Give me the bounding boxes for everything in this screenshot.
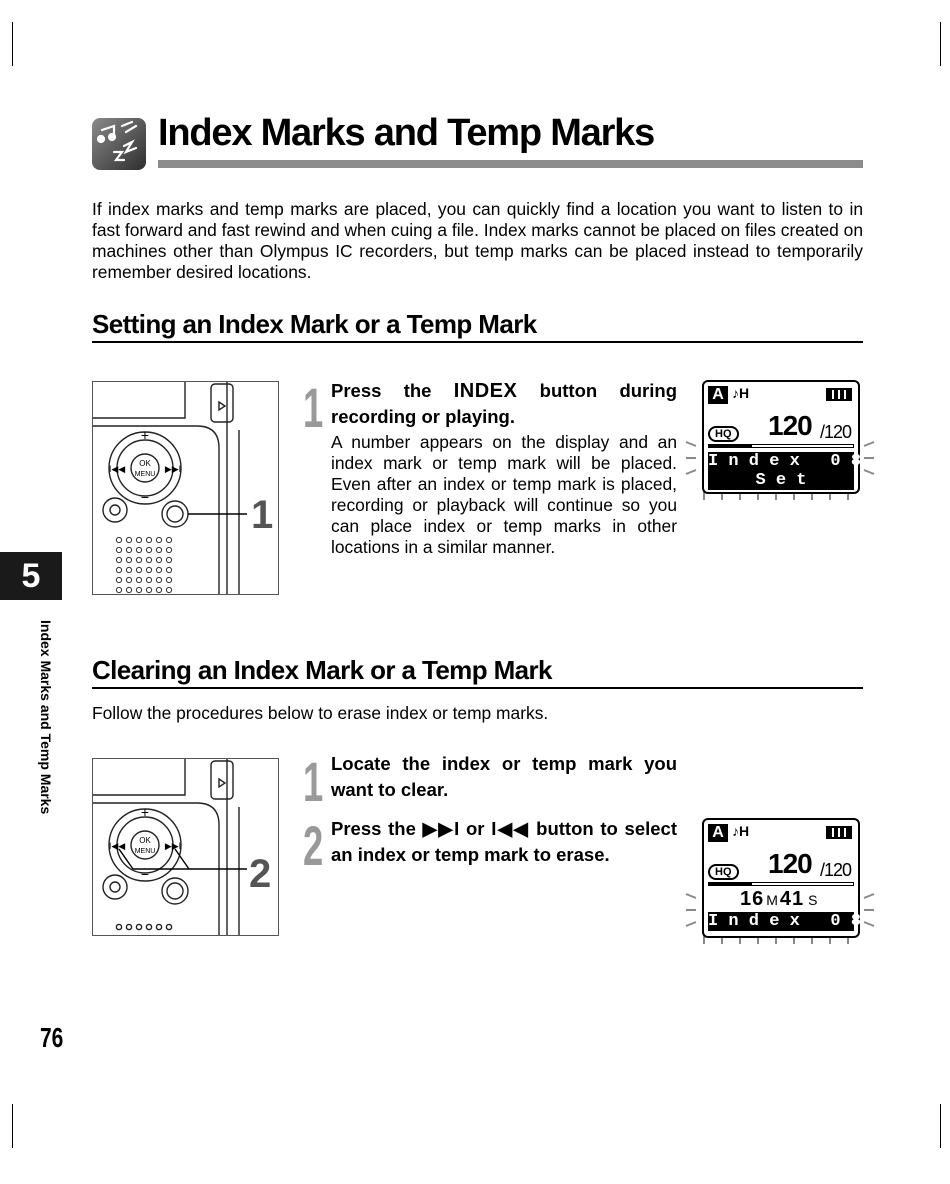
title-underline: [158, 160, 863, 168]
section-heading-clearing: Clearing an Index Mark or a Temp Mark: [92, 655, 552, 685]
menu-label: MENU: [134, 471, 156, 478]
elapsed-time: 16 M 41 S: [740, 888, 818, 910]
menu-label: MENU: [134, 848, 156, 855]
ok-label: OK: [139, 459, 151, 468]
file-total: /120: [820, 860, 852, 880]
quality-badge: HQ: [708, 864, 739, 880]
svg-text:I◀◀: I◀◀: [108, 841, 126, 851]
section-intro: Follow the procedures below to erase index or temp marks.: [92, 703, 549, 723]
step-1-locate: Locate the index or temp mark you want to clear.: [331, 753, 677, 800]
svg-text:I◀◀: I◀◀: [108, 464, 126, 474]
file-counter: 120: [768, 410, 812, 441]
step-title: Press the INDEX button during recording or playing.: [331, 380, 677, 427]
battery-icon: [826, 388, 852, 401]
page-title: Index Marks and Temp Marks: [158, 112, 655, 154]
crop-mark: [940, 22, 941, 66]
lcd-screen: [702, 380, 860, 494]
svg-text:−: −: [140, 489, 150, 505]
index-message: I n d e x 0 8 S e t: [708, 452, 862, 490]
chapter-tab: 5: [0, 552, 62, 600]
figure-callout: 1: [251, 493, 274, 537]
svg-text:▶▶I: ▶▶I: [164, 841, 182, 851]
mic-icon: ♪H: [732, 823, 750, 839]
lcd-display-index-set: [684, 374, 876, 508]
lcd-display-index-clear: [684, 812, 876, 952]
music-note-icon: [92, 118, 146, 170]
step-1-setting: [331, 378, 677, 558]
mic-icon: ♪H: [732, 385, 750, 401]
mode-indicator: A: [708, 386, 728, 404]
crop-mark: [12, 22, 13, 66]
crop-mark: [940, 1104, 941, 1148]
svg-text:▶▶I: ▶▶I: [164, 464, 182, 474]
recorder-illustration-clear: [92, 758, 279, 936]
step-number: 2: [303, 814, 324, 877]
fast-forward-key: ▶▶I: [422, 818, 460, 839]
file-counter: 120: [768, 848, 812, 879]
quality-badge: HQ: [708, 426, 739, 442]
crop-mark: [12, 1104, 13, 1148]
svg-text:−: −: [140, 866, 150, 882]
step-body: A number appears on the display and an index mark or temp mark will be placed. Even after an index or temp mark is placed, recording or playback will continue so you can place index or temp marks in other locations in a similar manner.: [331, 432, 677, 557]
figure-callout: 2: [249, 852, 272, 896]
chapter-side-label: Index Marks and Temp Marks: [38, 620, 54, 815]
index-key-label: INDEX: [453, 380, 518, 402]
ok-label: OK: [139, 836, 151, 845]
section-heading-setting: Setting an Index Mark or a Temp Mark: [92, 309, 537, 339]
svg-text:+: +: [140, 804, 150, 820]
mode-indicator: A: [708, 824, 728, 842]
file-total: /120: [820, 422, 852, 442]
progress-bar: [708, 882, 854, 886]
rewind-key: I◀◀: [491, 818, 530, 839]
step-2-select: Press the ▶▶I or I◀◀ button to select an index or temp mark to erase.: [331, 818, 678, 865]
step-number: 1: [303, 750, 324, 813]
recorder-illustration-index: [92, 381, 279, 595]
progress-bar: [708, 444, 854, 448]
svg-text:+: +: [140, 427, 150, 443]
page-number: 76: [40, 1022, 64, 1053]
battery-icon: [826, 826, 852, 839]
section-rule: [92, 687, 863, 689]
step-number: 1: [303, 376, 324, 439]
lcd-screen: [702, 818, 860, 938]
intro-paragraph: If index marks and temp marks are placed, you can quickly find a location you want to listen to in fast forward and fast rewind and when cuing a file. Index marks cannot be placed on files created on machines other than Olympus IC recorders, but temp marks can be placed instead to temporarily remember desired locations.: [92, 199, 863, 282]
section-rule: [92, 341, 863, 343]
index-message: I n d e x 0 8: [708, 912, 862, 931]
